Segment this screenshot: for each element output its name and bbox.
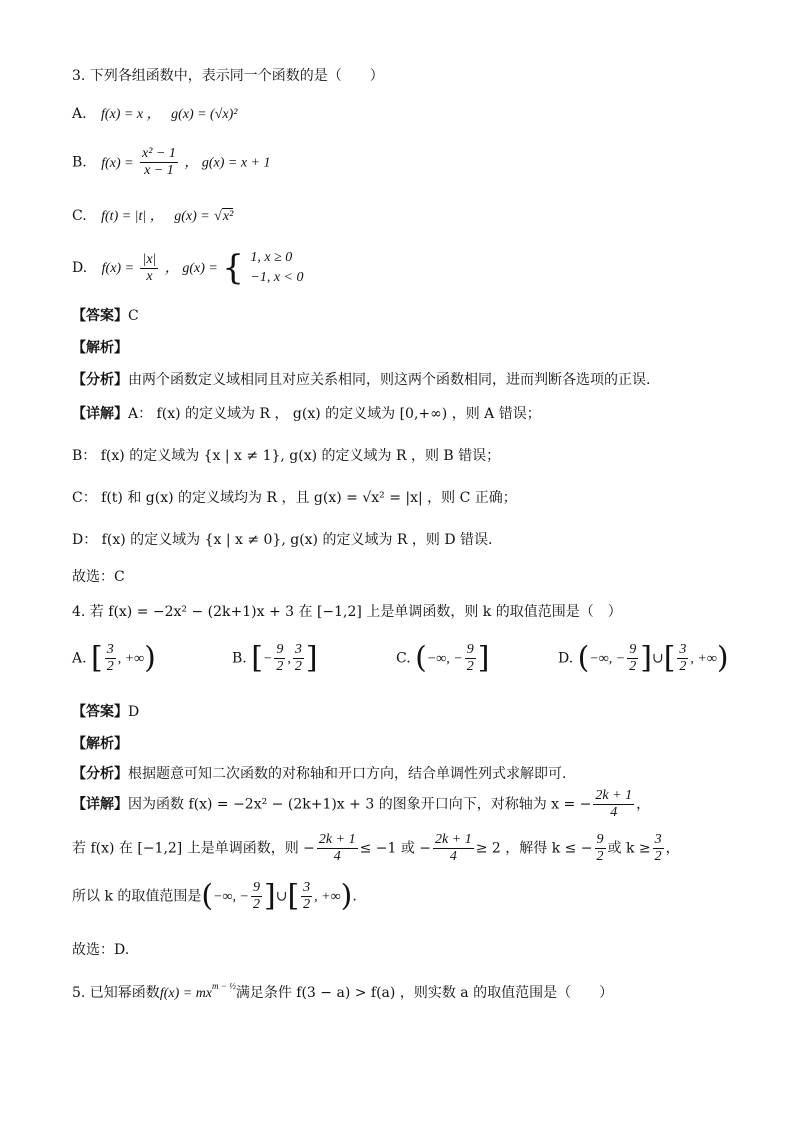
q4-answer: 【答案】D bbox=[72, 704, 140, 720]
fraction: $\frac{|x|}{x}$ bbox=[142, 251, 157, 284]
q4-stem: 4. 若 f(x) = −2x² − (2k+1)x + 3 在 [−1,2] 上是单调函数，则 k 的取值范围是（ ） bbox=[72, 604, 622, 620]
q4-option-c: C. (−∞, − $\frac{9}{2}$ ] bbox=[396, 640, 490, 676]
q4-option-d: D. (−∞, − $\frac{9}{2}$ ]∪[ $\frac{3}{2}$ , +∞) bbox=[558, 640, 729, 676]
q3-analysis-heading: 【解析】 bbox=[72, 340, 128, 356]
q4-option-a: A. [ $\frac{3}{2}$ , +∞) bbox=[72, 640, 156, 676]
fraction: $\frac{\text{x² − 1}}{x - 1}$ bbox=[142, 146, 176, 178]
radical: x² bbox=[222, 209, 234, 224]
q3-detail-b: B： f(x) 的定义域为 {x | x ≠ 1}, g(x) 的定义域为 R ，则 B 错误； bbox=[72, 448, 501, 464]
q4-detail-2: 若 f(x) 在 [−1,2] 上是单调函数，则 − $\frac{2k + 1}{4}$ ≤ −1 或 − $\frac{2k + 1}{4}$ ≥ 2 ，解得 k ≤ − $\frac{9}{2}$ 或 k ≥ $\frac{3}{2}$ ， bbox=[72, 832, 680, 864]
q3-fenxi: 【分析】由两个函数定义域相同且对应关系相同，则这两个函数相同，进而判断各选项的正误. bbox=[72, 372, 651, 388]
q5-stem: 5. 已知幂函数$f(x) = mx^{m - \frac{1}{2}}$满足条件 f(3 − a) > f(a) ，则实数 a 的取值范围是（ ） bbox=[72, 981, 614, 1001]
q3-option-a: A. f(x) = x ， g(x) = (√x)² bbox=[72, 106, 238, 122]
q4-choose: 故选：D. bbox=[72, 942, 130, 958]
q4-detail-1: 【详解】因为函数 f(x) = −2x² − (2k+1)x + 3 的图象开口向下，对称轴为 x = − $\frac{2k + 1}{4}$ ， bbox=[72, 788, 651, 820]
q4-options bbox=[72, 642, 732, 686]
q3-answer: 【答案】C bbox=[72, 308, 139, 324]
q4-option-b: B. [− $\frac{9}{2}$ , $\frac{3}{2}$ ] bbox=[232, 640, 318, 676]
q3-option-c: C. f(t) = |t| ， g(x) = √x² bbox=[72, 208, 234, 224]
q3-detail-a: 【详解】A： f(x) 的定义域为 R ， g(x) 的定义域为 [0,+∞) ，则 A 错误； bbox=[72, 406, 541, 422]
q3-detail-c: C： f(t) 和 g(x) 的定义域均为 R ，且 g(x) = √x² = |x| ，则 C 正确； bbox=[72, 490, 517, 506]
q3-option-d: D. f(x) = $\frac{|x|}{x}$ ， g(x) = { 1, x ≥ 0 −1, x < 0 bbox=[72, 248, 304, 288]
q4-fenxi: 【分析】根据题意可知二次函数的对称轴和开口方向，结合单调性列式求解即可. bbox=[72, 766, 567, 782]
q3-option-b: B. f(x) = $\frac{\text{x² − 1}}{x - 1}$ ， g(x) = x + 1 bbox=[72, 146, 271, 178]
q4-analysis-heading: 【解析】 bbox=[72, 736, 128, 752]
left-brace-icon: { bbox=[222, 248, 244, 288]
q3-choose: 故选：C bbox=[72, 569, 125, 585]
piecewise-cases: 1, x ≥ 0 −1, x < 0 bbox=[250, 250, 304, 285]
q3-detail-d: D： f(x) 的定义域为 {x | x ≠ 0}, g(x) 的定义域为 R ，则 D 错误. bbox=[72, 532, 493, 548]
q4-detail-3: 所以 k 的取值范围是(−∞, − $\frac{9}{2}$ ]∪[ $\frac{3}{2}$ , +∞). bbox=[72, 878, 357, 914]
q3-stem: 3. 下列各组函数中，表示同一个函数的是（ ） bbox=[72, 68, 384, 84]
